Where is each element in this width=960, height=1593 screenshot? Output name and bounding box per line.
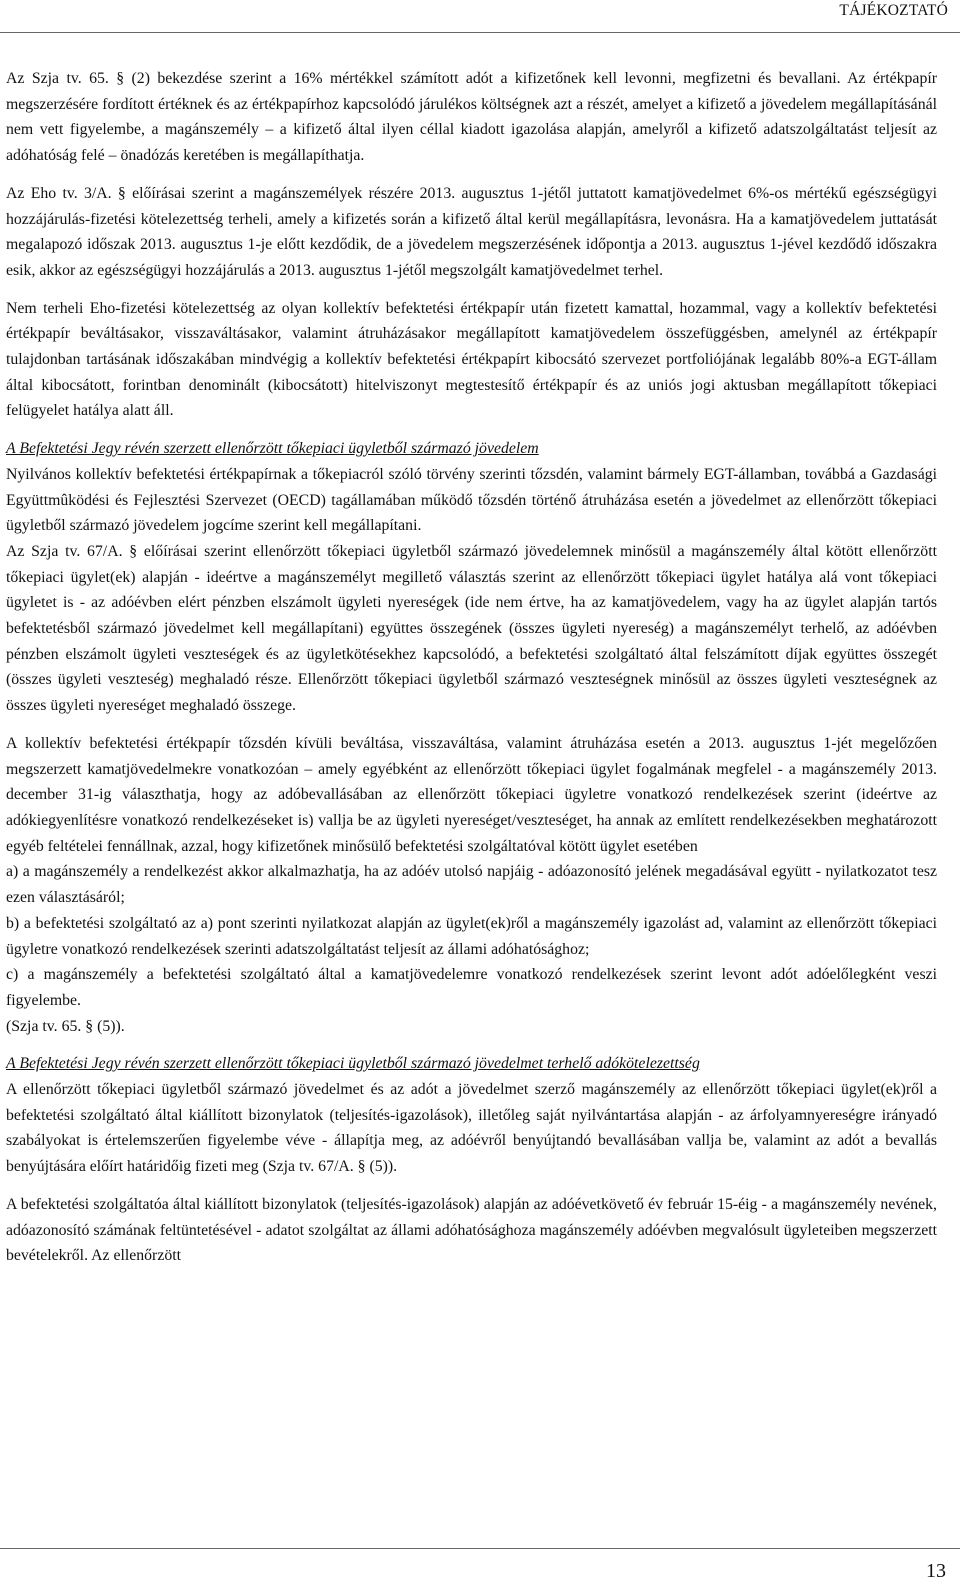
- paragraph-public-fund-exchange: Nyilvános kollektív befektetési értékpapírnak a tőkepiacról szóló törvény szerinti tőzsdén, valamint bármely EGT-államban, továbbá a Gazdasági Együttmûködési és Fejlesztési Szervezet (OECD) tagállamában működő tőzsdén történő átruházása esetén a jövedelmet az ellenőrzött tőkepiaci ügyletből származó jövedelem jogcíme szerint kell megállapítani.: [6, 465, 937, 535]
- section-heading-income: A Befektetési Jegy révén szerzett ellenőrzött tőkepiaci ügyletből származó jövedelem: [6, 440, 539, 458]
- page-header-title: TÁJÉKOZTATÓ: [839, 2, 948, 19]
- list-item-a: a) a magánszemély a rendelkezést akkor alkalmazhatja, ha az adóév utolsó napjáig - adóazonosító jelének megadásával együtt - nyilatkozatot tesz ezen választásáról;: [6, 863, 937, 907]
- paragraph-eho-exemption: Nem terheli Eho-fizetési kötelezettség az olyan kollektív befektetési értékpapír után fizetett kamattal, hozammal, vagy a kollektív befektetési értékpapír beváltásakor, visszaváltásakor, valamint átruházásakor megállapított kamatjövedelem összefüggésben, amelynél az értékpapír tulajdonban tartásának időszakában mindvégig a kollektív befektetési értékpapírt kibocsátó szervezet portfoliójának legalább 80%-a EGT-állam által kibocsátott, forintban denominált (kibocsátott) hitelviszonyt megtestesítő értékpapír és az uniós jogi aktusban megállapított tőkepiaci felügyelet hatálya alatt áll.: [6, 299, 937, 420]
- paragraph-self-assessment: A ellenőrzött tőkepiaci ügyletből származó jövedelmet és az adót a jövedelmet szerző magánszemély az ellenőrzött tőkepiaci ügylet(ek)ről a befektetési szolgáltató által kiállított bizonylatok (teljesítés-igazolások), illetőleg saját nyilvántartása alapján - az árfolyamnyereségre irányadó szabályokat is értelemszerűen figyelembe véve - állapítja meg, az adóévről benyújtandó bevallásában vallja be, valamint az adót a bevallás benyújtására előírt határidőig fizeti meg (Szja tv. 67/A. § (5)).: [6, 1081, 937, 1176]
- legal-reference: (Szja tv. 65. § (5)).: [6, 1017, 125, 1035]
- paragraph-data-reporting: A befektetési szolgáltatóa által kiállított bizonylatok (teljesítés-igazolások) alapján az adóévetkövető év február 15-éig - a magánszemély nevének, adóazonosító számának feltüntetésével - adatot szolgáltat az állami adóhatósághoza magánszemély adóévben megvalósult ügyleteiben megszerzett bevételekről. Az ellenőrzött: [6, 1195, 937, 1265]
- paragraph-eho-3a: Az Eho tv. 3/A. § előírásai szerint a magánszemélyek részére 2013. augusztus 1-jétől juttatott kamatjövedelmet 6%-os mértékű egészségügyi hozzájárulás-fizetési kötelezettség terheli, amely a kifizetés során a kifizető által kerül megállapításra, levonásra. Ha a kamatjövedelem juttatását megalapozó időszak 2013. augusztus 1-je előtt kezdődik, de a jövedelem megszerzésének időpontja a 2013. augusztus 1-jével kezdődő időszakra esik, akkor az egészségügyi hozzájárulás a 2013. augusztus 1-jétől megszolgált kamatjövedelmet terhel.: [6, 184, 937, 279]
- document-body: [6, 66, 937, 1269]
- footer-divider: [0, 1548, 960, 1549]
- header-divider: [0, 32, 960, 33]
- page-number: 13: [926, 1560, 946, 1582]
- section-heading-tax-liability: A Befektetési Jegy révén szerzett ellenőrzött tőkepiaci ügyletből származó jövedelmet terhelő adókötelezettség: [6, 1055, 700, 1073]
- paragraph-szja-67a: Az Szja tv. 67/A. § előírásai szerint ellenőrzött tőkepiaci ügyletből származó jövedelemnek minősül a magánszemély által kötött ellenőrzött tőkepiaci ügylet(ek) alapján - ideértve a magánszemélyt megillető választás szerint az ellenőrzött tőkepiaci ügylet hatálya alá vont tőkepiaci ügyletet is - az adóévben elért pénzben elszámolt ügyleti nyereségek (ide nem értve, ha az kamatjövedelem, vagy ha az ügylet alapján tartós befektetésből származó jövedelmet kell megállapítani) együttes összegének (összes ügyleti nyereség) a magánszemélyt terhelő, az adóévben pénzben elszámolt ügyleti veszteségek és az ügyletkötésekhez kapcsolódó, a befektetési szolgáltató által felszámított díjak együttes összegét (összes ügyleti veszteség) meghaladó része. Ellenőrzött tőkepiaci ügyletből származó veszteségnek minősül az összes ügyleti veszteségnek az összes ügyleti nyereséget meghaladó összege.: [6, 542, 937, 715]
- list-item-c: c) a magánszemély a befektetési szolgáltató által a kamatjövedelemre vonatkozó rendelkezések szerint levont adót adóelőlegként veszi figyelembe.: [6, 966, 937, 1009]
- list-item-b: b) a befektetési szolgáltató az a) pont szerinti nyilatkozat alapján az ügylet(ek)ről a magánszemély igazolást ad, valamint az ellenőrzött tőkepiaci ügyletre vonatkozó rendelkezések szerinti adatszolgáltatást teljesít az állami adóhatósághoz;: [6, 914, 937, 958]
- paragraph-szja-65: Az Szja tv. 65. § (2) bekezdése szerint a 16% mértékkel számított adót a kifizetőnek kell levonni, megfizetni és bevallani. Az értékpapír megszerzésére fordított értéknek és az értékpapírhoz kapcsolódó járulékos költségnek azt a részét, amelyet a kifizető a jövedelem megállapításánál nem vett figyelembe, a magánszemély – a kifizető által ilyen céllal kiadott igazolása alapján, amelyről a kifizető adatszolgáltatást teljesít az adóhatóság felé – önadózás keretében is megállapíthatja.: [6, 70, 937, 165]
- paragraph-otc-redemption: A kollektív befektetési értékpapír tőzsdén kívüli beváltása, visszaváltása, valamint átruházása esetén a 2013. augusztus 1-jét megelőzően megszerzett kamatjövedelmekre vonatkozóan – amely egyébként az ellenőrzött tőkepiaci ügylet fogalmának megfelel - a magánszemély 2013. december 31-ig választhatja, hogy az adóbevallásában az ellenőrzött tőkepiaci ügyletre vonatkozó rendelkezések szerint (ideértve az adókiegyenlítésre vonatkozó rendelkezéseket is) vallja be az ügyleti nyereséget/veszteséget, ha annak az említett rendelkezésekben meghatározott egyéb feltételei fennállnak, azzal, hogy kifizetőnek minősülő befektetési szolgáltatóval kötött ügylet esetében: [6, 734, 937, 855]
